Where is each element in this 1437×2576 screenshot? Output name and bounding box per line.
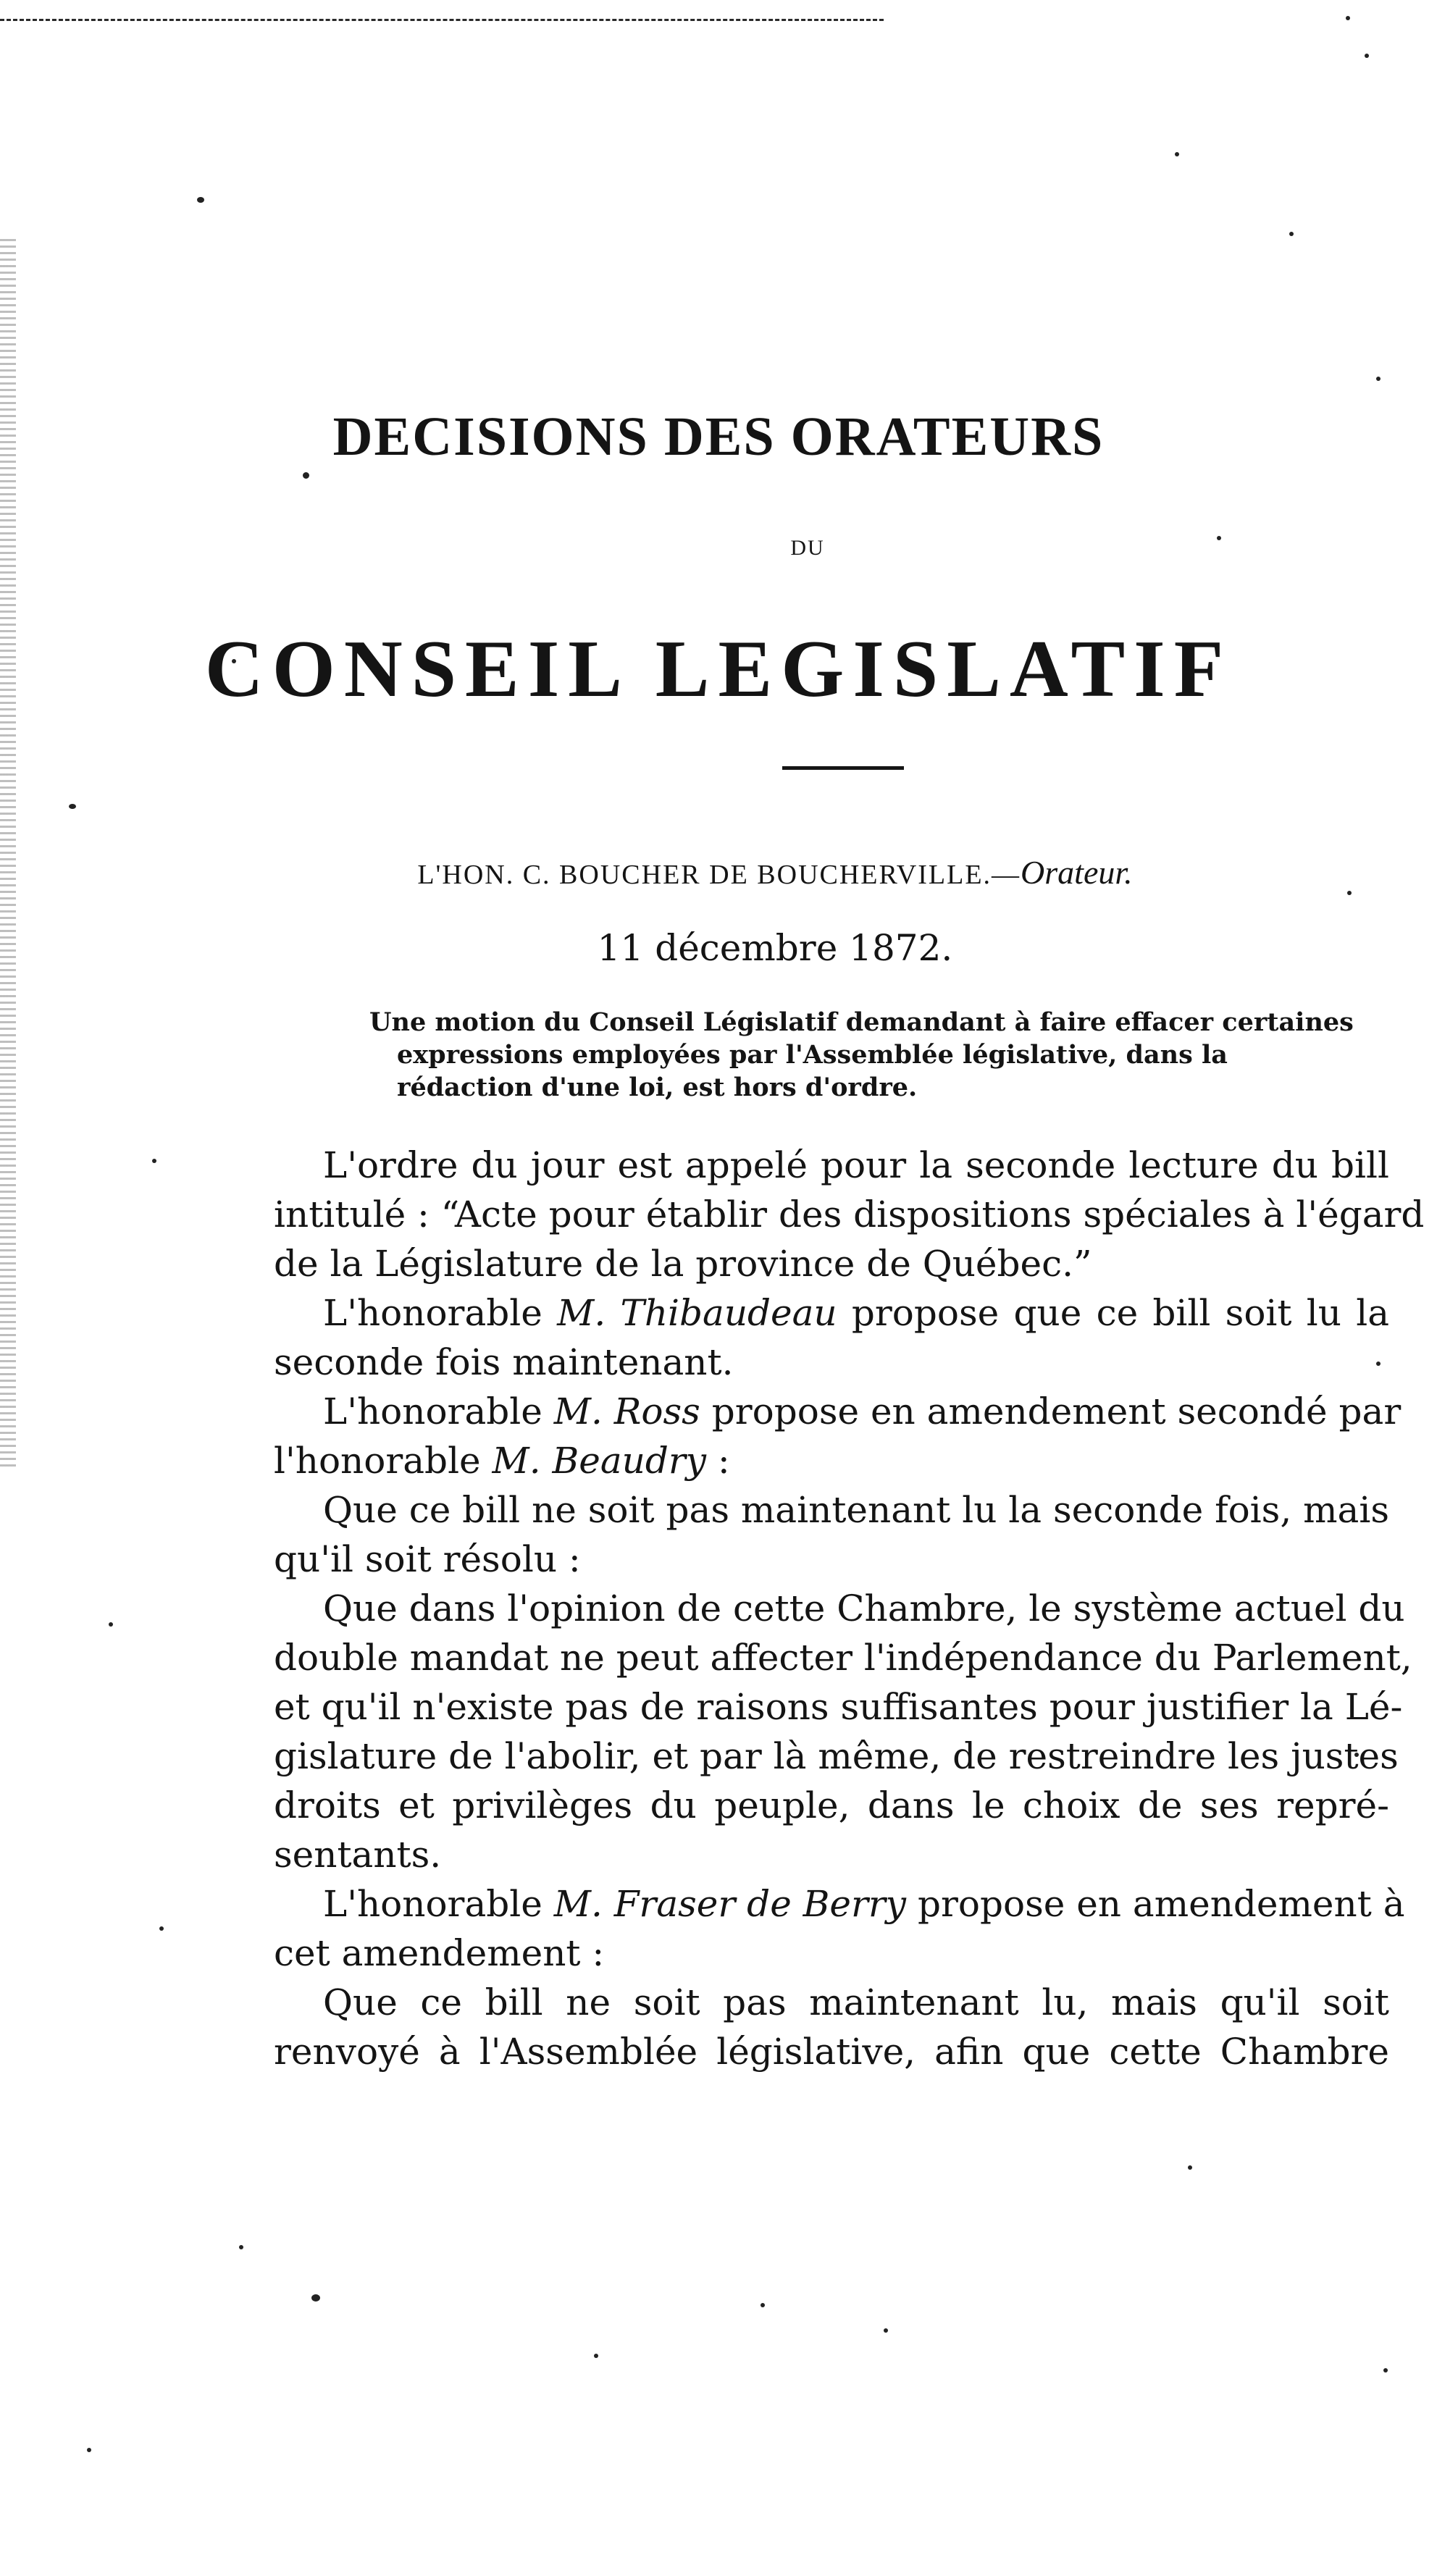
text-line <box>274 1436 1389 1485</box>
text-line: gislature de l'abolir, et par là même, de restreindre les justes <box>274 1735 1399 1777</box>
text-run: L'honorable <box>323 1390 554 1432</box>
speaker-name: L'HON. C. BOUCHER DE BOUCHERVILLE.— <box>417 860 1021 890</box>
text-run: l'honorable <box>274 1440 493 1482</box>
text-line: L'ordre du jour est appelé pour la seconde lecture du bill <box>323 1144 1389 1186</box>
paragraph-6 <box>274 1879 1405 1978</box>
text-line: seconde fois maintenant. <box>274 1341 734 1383</box>
date-line: 11 décembre 1872. <box>597 927 953 969</box>
page-title: CONSEIL LEGISLATIF <box>204 624 1233 714</box>
speaker-line <box>0 853 1437 891</box>
text-line <box>274 1879 1405 1929</box>
decision-summary <box>369 1007 1391 1104</box>
text-line: de la Législature de la province de Québec.” <box>274 1243 1092 1285</box>
text-run: : <box>706 1440 730 1482</box>
summary-line: expressions employées par l'Assemblée législative, dans la <box>397 1039 1228 1070</box>
text-line <box>274 1288 1389 1338</box>
paragraph-4 <box>274 1485 1389 1584</box>
person-name: M. Beaudry <box>492 1440 707 1482</box>
text-run: propose en amendement à <box>906 1883 1405 1925</box>
text-run: L'honorable <box>323 1883 554 1925</box>
person-name: M. Fraser de Berry <box>553 1883 907 1925</box>
text-line: Que dans l'opinion de cette Chambre, le système actuel du <box>323 1587 1405 1629</box>
text-line: Que ce bill ne soit pas maintenant lu la seconde fois, mais <box>323 1489 1389 1531</box>
text-run: L'honorable <box>323 1292 558 1334</box>
paragraph-2 <box>274 1288 1389 1387</box>
paragraph-5 <box>274 1584 1412 1879</box>
speaker-role: Orateur. <box>1021 854 1133 891</box>
text-line: intitulé : “Acte pour établir des dispositions spéciales à l'égard <box>274 1193 1425 1235</box>
paragraph-1 <box>274 1141 1425 1288</box>
person-name: M. Ross <box>553 1390 700 1432</box>
text-line: cet amendement : <box>274 1932 605 1974</box>
text-run: propose que ce bill soit lu la <box>837 1292 1390 1334</box>
scan-top-rule <box>0 19 884 21</box>
text-line: double mandat ne peut affecter l'indépendance du Parlement, <box>274 1637 1412 1679</box>
paragraph-7 <box>274 1978 1389 2076</box>
text-line: sentants. <box>274 1834 442 1876</box>
person-name: M. Thibaudeau <box>557 1292 837 1334</box>
title-line-1: DECISIONS DES ORATEURS <box>332 406 1105 467</box>
text-line: et qu'il n'existe pas de raisons suffisantes pour justifier la Lé- <box>274 1686 1403 1728</box>
text-line <box>274 1387 1402 1436</box>
summary-line: rédaction d'une loi, est hors d'ordre. <box>397 1072 918 1102</box>
body-text <box>274 1141 1425 2076</box>
text-line: renvoyé à l'Assemblée législative, afin que cette Chambre <box>274 2031 1389 2073</box>
text-line: droits et privilèges du peuple, dans le choix de ses repré- <box>274 1784 1389 1826</box>
title-divider <box>782 766 904 770</box>
summary-line: Une motion du Conseil Législatif demandant à faire effacer certaines <box>369 1007 1354 1037</box>
title-connector: DU <box>790 536 825 560</box>
text-run: propose en amendement secondé par <box>700 1390 1402 1432</box>
text-line: qu'il soit résolu : <box>274 1538 581 1580</box>
text-line: Que ce bill ne soit pas maintenant lu, mais qu'il soit <box>323 1981 1389 2023</box>
paragraph-3 <box>274 1387 1402 1485</box>
